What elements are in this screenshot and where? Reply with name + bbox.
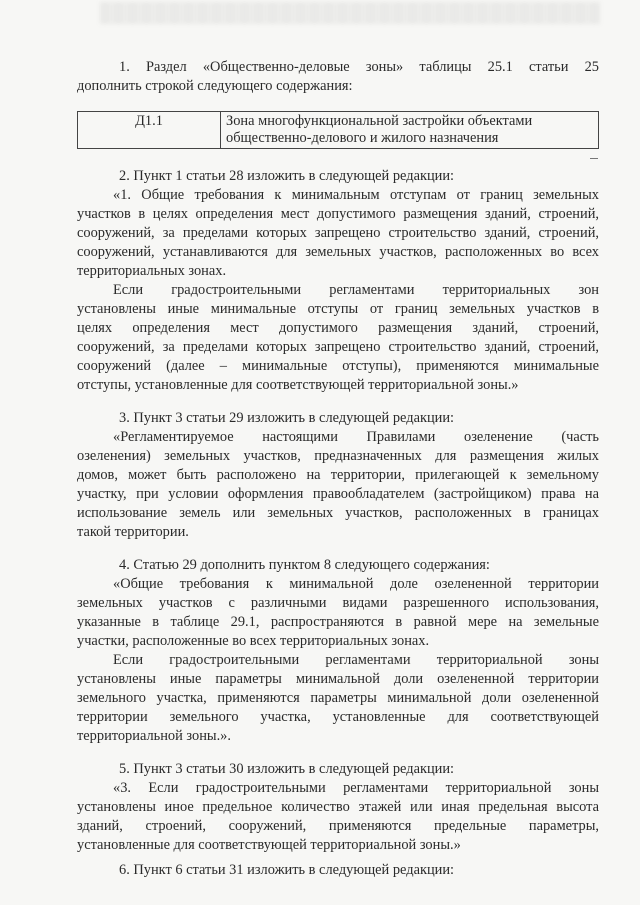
text-line: «1. Общие требования к минимальным отступам от границ земельных: [113, 187, 599, 203]
item-5: [77, 760, 599, 855]
zone-description-line-1: Зона многофункциональной застройки объектами: [226, 113, 533, 129]
text-line: установлены иные параметры минимальной доли озелененной территории: [77, 671, 599, 687]
item-1-line-1: 1. Раздел «Общественно-деловые зоны» таблицы 25.1 статьи 25: [119, 59, 599, 75]
zone-table: [77, 111, 599, 149]
item-2: [77, 167, 599, 395]
text-line: сооружений, за пределами которых запрещено строительство зданий, строений,: [77, 339, 599, 355]
text-line: озеленения) земельных участков, предназначенных для размещения жилых: [77, 448, 599, 464]
bleed-through-artifact: [100, 2, 600, 24]
zone-description-line-2: общественно-делового и жилого назначения: [226, 130, 499, 146]
text-line: использование земель или земельных участков, расположенных в границах: [77, 505, 599, 521]
text-line: целях определения мест допустимого размещения зданий, строений,: [77, 320, 599, 336]
text-line: отступы, установленные для соответствующей территориальной зоны.»: [77, 377, 519, 393]
item-1-line-2: дополнить строкой следующего содержания:: [77, 78, 353, 94]
text-line: территориальных зонах.: [77, 263, 227, 279]
text-line: зданий, строений, сооружений, применяются предельные параметры,: [77, 818, 599, 834]
text-line: сооружений (далее – минимальные отступы), применяются минимальные: [77, 358, 599, 374]
text-line: территориальной зоны.».: [77, 728, 231, 744]
text-line: указанные в таблице 29.1, распространяются в равной мере на земельные: [77, 614, 599, 630]
text-line: участку, при условии оформления правообладателем (застройщиком) права на: [77, 486, 599, 502]
text-line: «3. Если градостроительными регламентами территориальной зоны: [113, 780, 599, 796]
text-line: установленные для соответствующей территориальной зоны.»: [77, 837, 461, 853]
text-line: территории земельного участка, установленные для соответствующей: [77, 709, 599, 725]
item-3: [77, 409, 599, 542]
text-line: земельных участков с различными видами разрешенного использования,: [77, 595, 599, 611]
zone-description-cell: [221, 112, 599, 149]
item-heading: 3. Пункт 3 статьи 29 изложить в следующей редакции:: [119, 410, 455, 426]
table-row: [78, 112, 599, 149]
document-page: [77, 58, 599, 880]
text-line: участки, расположенные во всех территориальных зонах.: [77, 633, 430, 649]
text-line: Если градостроительными регламентами территориальной зоны: [113, 652, 599, 668]
item-6-heading: 6. Пункт 6 статьи 31 изложить в следующей редакции:: [119, 862, 455, 878]
text-line: «Общие требования к минимальной доле озелененной территории: [113, 576, 599, 592]
text-line: участков в целях определения мест допустимого размещения зданий, строений,: [77, 206, 599, 222]
text-line: «Регламентируемое настоящими Правилами озеленение (часть: [113, 429, 599, 445]
text-line: Если градостроительными регламентами территориальных зон: [113, 282, 599, 298]
text-line: установлены иные минимальные отступы от границ земельных участков в: [77, 301, 599, 317]
item-heading: 2. Пункт 1 статьи 28 изложить в следующей редакции:: [119, 168, 455, 184]
text-line: такой территории.: [77, 524, 189, 540]
text-line: домов, может быть расположено на территории, прилегающей к земельному: [77, 467, 599, 483]
item-heading: 4. Статью 29 дополнить пунктом 8 следующего содержания:: [119, 557, 490, 573]
text-line: сооружений, устанавливаются для земельных участков, расположенных во всех: [77, 244, 599, 260]
item-heading: 5. Пункт 3 статьи 30 изложить в следующей редакции:: [119, 761, 455, 777]
text-line: установлены иное предельное количество этажей или иная предельная высота: [77, 799, 599, 815]
text-line: сооружений, за пределами которых запрещено строительство зданий, строений,: [77, 225, 599, 241]
item-4: [77, 556, 599, 746]
text-line: земельного участка, применяются параметры минимальной доли озелененной: [77, 690, 599, 706]
zone-code-cell: Д1.1: [78, 112, 221, 149]
